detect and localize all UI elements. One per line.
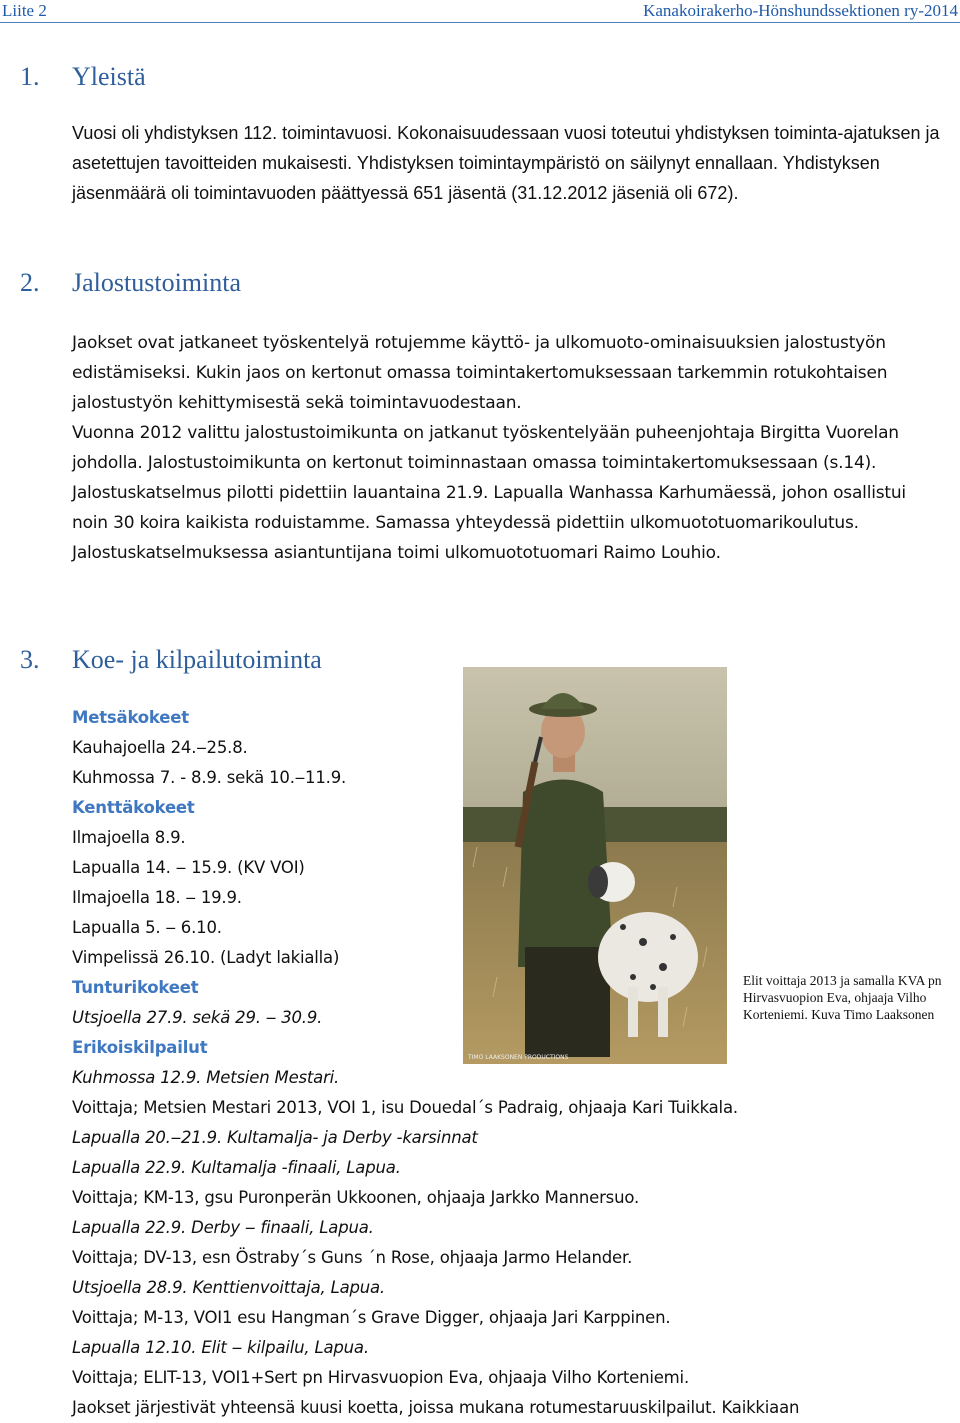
section-title: Jalostustoiminta bbox=[72, 268, 241, 297]
list-item: Voittaja; ELIT-13, VOI1+Sert pn Hirvasvuopion Eva, ohjaaja Vilho Korteniemi. bbox=[72, 1368, 689, 1387]
section-number: 2. bbox=[20, 268, 40, 297]
list-item: Lapualla 22.9. Kultamalja -finaali, Lapua. bbox=[72, 1158, 401, 1177]
subheading: Metsäkokeet bbox=[72, 708, 189, 727]
list-item: Voittaja; Metsien Mestari 2013, VOI 1, isu Douedal´s Padraig, ohjaaja Kari Tuikkala. bbox=[72, 1098, 738, 1117]
list-item: Lapualla 22.9. Derby ‒ finaali, Lapua. bbox=[72, 1218, 374, 1237]
section-2-paragraph-1: Jaokset ovat jatkaneet työskentelyä rotujemme käyttö- ja ulkomuoto-ominaisuuksien jalostustyön edistämiseksi. Kukin jaos on kertonut omassa toimintakertomuksessaan tarkemmin rotukohtaisen jalostustyön kehittymisestä sekä toimintavuodestaan. bbox=[72, 333, 888, 413]
hunter-with-dog-photo bbox=[463, 667, 727, 1064]
section-heading-2 bbox=[20, 268, 241, 298]
section-number: 1. bbox=[20, 62, 40, 91]
header-organization: Kanakoirakerho-Hönshundssektionen ry-2014 bbox=[643, 1, 958, 20]
subheading: Kenttäkokeet bbox=[72, 798, 195, 817]
list-item: Utsjoella 27.9. sekä 29. ‒ 30.9. bbox=[72, 1008, 323, 1027]
list-item: Ilmajoella 18. ‒ 19.9. bbox=[72, 888, 242, 907]
list-item: Jaokset järjestivät yhteensä kuusi koetta, joissa mukana rotumestaruuskilpailut. Kaikkiaan bbox=[72, 1398, 800, 1417]
section-heading-3 bbox=[20, 645, 322, 675]
header-appendix-label: Liite 2 bbox=[2, 1, 47, 20]
section-title: Yleistä bbox=[72, 62, 146, 91]
section-title: Koe- ja kilpailutoiminta bbox=[72, 645, 322, 674]
subheading: Tunturikokeet bbox=[72, 978, 199, 997]
page-header bbox=[0, 0, 960, 23]
list-item: Vimpelissä 26.10. (Ladyt lakialla) bbox=[72, 948, 340, 967]
photo-illustration bbox=[463, 667, 727, 1064]
list-item: Utsjoella 28.9. Kenttienvoittaja, Lapua. bbox=[72, 1278, 385, 1297]
section-heading-1 bbox=[20, 62, 146, 92]
photo-caption: Elit voittaja 2013 ja samalla KVA pn Hirvasvuopion Eva, ohjaaja Vilho Korteniemi. Kuva Timo Laaksonen bbox=[743, 973, 942, 1022]
list-item: Lapualla 14. ‒ 15.9. (KV VOI) bbox=[72, 858, 305, 877]
list-item: Voittaja; DV-13, esn Östraby´s Guns ´n Rose, ohjaaja Jarmo Helander. bbox=[72, 1248, 633, 1267]
list-item: Kuhmossa 7. - 8.9. sekä 10.‒11.9. bbox=[72, 768, 347, 787]
subheading: Erikoiskilpailut bbox=[72, 1038, 208, 1057]
list-item: Voittaja; KM-13, gsu Puronperän Ukkoonen, ohjaaja Jarkko Mannersuo. bbox=[72, 1188, 639, 1207]
section-2-paragraph-2: Vuonna 2012 valittu jalostustoimikunta on jatkanut työskentelyään puheenjohtaja Birgitta Vuorelan johdolla. Jalostustoimikunta on kertonut toiminnastaan omassa toimintakertomuksessaan (s.14). Jalostuskatselmus pilotti pidettiin lauantaina 21.9. Lapualla Wanhassa Karhumäessä, johon osallistui noin 30 koira kaikista roduistamme. Samassa yhteydessä pidettiin ulkomuototuomarikoulutus. Jalostuskatselmuksessa asiantuntijana toimi ulkomuototuomari Raimo Louhio. bbox=[72, 423, 906, 563]
list-item: Ilmajoella 8.9. bbox=[72, 828, 186, 847]
list-item: Voittaja; M-13, VOI1 esu Hangman´s Grave Digger, ohjaaja Jari Karppinen. bbox=[72, 1308, 671, 1327]
list-item: Kauhajoella 24.‒25.8. bbox=[72, 738, 248, 757]
list-item: Lapualla 20.‒21.9. Kultamalja- ja Derby -karsinnat bbox=[72, 1128, 478, 1147]
section-1-paragraph: Vuosi oli yhdistyksen 112. toimintavuosi. Kokonaisuudessaan vuosi toteutui yhdistyksen toiminta-ajatuksen ja asetettujen tavoitteiden mukaisesti. Yhdistyksen toimintaympäristö on säilynyt ennallaan. Yhdistyksen jäsenmäärä oli toimintavuoden päättyessä 651 jäsentä (31.12.2012 jäseniä oli 672). bbox=[72, 123, 940, 203]
section-number: 3. bbox=[20, 645, 40, 674]
list-item: Lapualla 12.10. Elit ‒ kilpailu, Lapua. bbox=[72, 1338, 369, 1357]
list-item: Kuhmossa 12.9. Metsien Mestari. bbox=[72, 1068, 340, 1087]
photo-watermark: TIMO LAAKSONEN PRODUCTIONS bbox=[468, 1054, 569, 1061]
list-item: Lapualla 5. ‒ 6.10. bbox=[72, 918, 222, 937]
